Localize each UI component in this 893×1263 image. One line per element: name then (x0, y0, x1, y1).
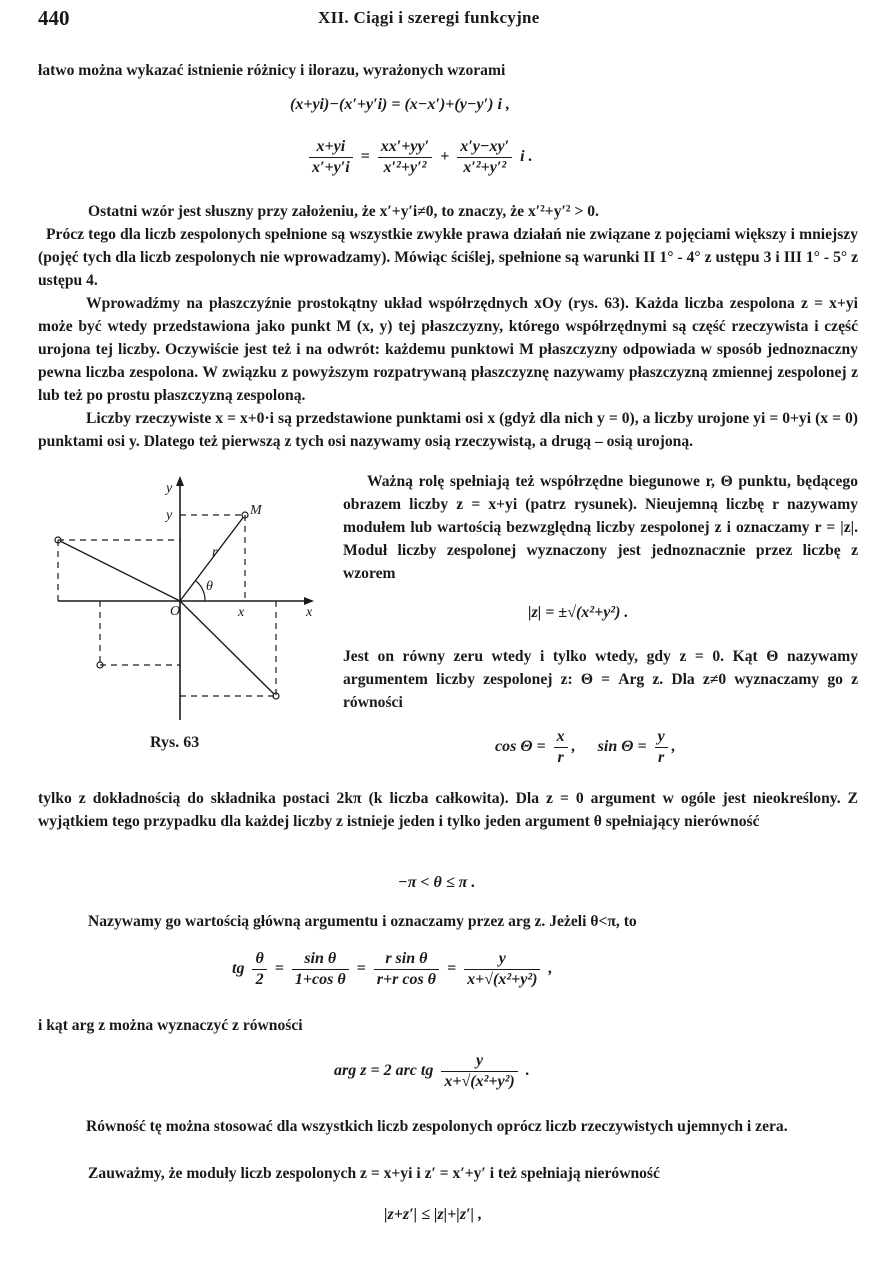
paragraph-9: i kąt arg z można wyznaczyć z równości (38, 1017, 303, 1034)
formula-triangle-inequality: |z+z′| ≤ |z|+|z′| , (384, 1206, 483, 1223)
y-axis-arrow (176, 476, 184, 486)
fraction: $\frac{x}{r}$ (554, 728, 568, 767)
formula-arg: arg z = 2 arc tg $\frac{y}{\text{x+√(x²+y²)}}$ . (334, 1052, 530, 1090)
paragraph-6: Jest on równy zeru wtedy i tylko wtedy, gdy z = 0. Kąt Θ nazywamy argumentem liczby zespolonej z: Θ = Arg z. Dla z≠0 wyznaczamy go z równości (343, 648, 858, 711)
origin-label: O (170, 604, 181, 619)
fraction: $\frac{\text{r sin θ}}{\text{r+r cos θ}}$ (374, 950, 439, 989)
paragraph-2: Prócz tego dla liczb zespolonych spełnione są wszystkie zwykłe prawa działań nie związane z pojęciami większy i mniejszy (pojęć tych dla liczb zespolonych nie wprowadzamy). Mówiąc ściślej, spełnione są warunki II 1° - 4° z ustępu 3 i III 1° - 5° z ustępu 4. (38, 226, 858, 289)
fraction: $\frac{x+yi}{x'+y'i}$ (309, 138, 353, 177)
formula-difference: (x+yi)−(x′+y′i) = (x−x′)+(y−y′) i , (290, 96, 510, 113)
x-axis-label: x (306, 605, 313, 620)
formula-tg: tg $\frac{\theta}{2}$ = $\frac{\text{sin θ}}{\text{1+cos θ}}$ = $\frac{\text{r sin θ}}{\text{r+r cos θ}}$ = $\frac{y}{\text{x+√(x²+y²)}}$ , (232, 950, 553, 988)
y-axis-label: y (166, 481, 173, 496)
radius-second-quadrant (58, 540, 180, 601)
paragraph-11: Zauważmy, że moduły liczb zespolonych z = x+yi i z′ = x′+y′ i też spełniają nierówność (88, 1165, 660, 1182)
x-axis-arrow (304, 597, 314, 605)
paragraph-10: Równość tę można stosować dla wszystkich liczb zespolonych oprócz liczb rzeczywistych ujemnych i zera. (86, 1118, 788, 1135)
fraction: $\frac{y}{\text{x+√(x²+y²)}}$ (464, 950, 540, 989)
paragraph-8: Nazywamy go wartością główną argumentu i oznaczamy przez arg z. Jeżeli θ<π, to (88, 913, 637, 930)
fraction: $\frac{y}{\text{x+√(x²+y²)}}$ (441, 1052, 517, 1091)
formula-inequality: −π < θ ≤ π . (398, 874, 476, 891)
formula-quotient: $\frac{x+yi}{x'+y'i}$ = $\frac{xx'+yy'}{\text{x′²+y′²}}$ + $\frac{x'y-xy'}{\text{x′²+y′²}}$ i . (305, 138, 533, 177)
angle-label: θ (206, 579, 213, 594)
paragraph-1: Ostatni wzór jest słuszny przy założeniu, że x′+y′i≠0, to znaczy, że x′²+y′² > 0. (88, 203, 599, 220)
fraction: $\frac{\theta}{2}$ (252, 950, 266, 989)
intro-line: łatwo można wykazać istnienie różnicy i ilorazu, wyrażonych wzorami (38, 62, 506, 79)
figure-63 (40, 470, 330, 730)
point-m-label: M (250, 503, 262, 518)
paragraph-3: Wprowadźmy na płaszczyźnie prostokątny układ współrzędnych xOy (rys. 63). Każda liczba zespolona z = x+yi może być wtedy przedstawiona jako punkt M (x, y) tej płaszczyzny, którego współrzędnymi są część rzeczywista i część urojona tej liczby. Oczywiście jest też i na odwrót: każdemu punktowi M płaszczyzny odpowiada w sposób jednoznaczny pewna liczba zespolona. W związku z powyższym rozpatrywaną płaszczyznę nazywamy płaszczyzną zmiennej zespolonej z lub też po prostu płaszczyzną zespoloną. (38, 295, 858, 404)
fraction: $\frac{xx'+yy'}{\text{x′²+y′²}}$ (378, 138, 432, 177)
paragraph-4: Liczby rzeczywiste x = x+0·i są przedstawione punktami osi x (gdyż dla nich y = 0), a liczby urojone yi = 0+yi (x = 0) punktami osi y. Dlatego też pierwszą z tych osi nazywamy osią rzeczywistą, a drugą – osią urojoną. (38, 410, 858, 450)
y-tick-label: y (166, 508, 173, 523)
angle-arc (196, 581, 205, 601)
fraction: $\frac{y}{r}$ (655, 728, 668, 767)
formula-cos-sin: cos Θ = $\frac{x}{r}$ , sin Θ = $\frac{y}{r}$ , (495, 728, 676, 766)
fraction: $\frac{\text{sin θ}}{\text{1+cos θ}}$ (292, 950, 349, 989)
chapter-title: XII. Ciągi i szeregi funkcyjne (318, 8, 540, 27)
fraction: $\frac{x'y-xy'}{\text{x′²+y′²}}$ (457, 138, 512, 177)
page-number: 440 (38, 6, 70, 30)
radius-fourth-quadrant (180, 601, 276, 696)
radius-label: r (212, 545, 218, 560)
formula-modulus: |z| = ±√(x²+y²) . (528, 604, 629, 621)
paragraph-5: Ważną rolę spełniają też współrzędne biegunowe r, Θ punktu, będącego obrazem liczby z = x+yi (patrz rysunek). Nieujemną liczbę r nazywamy modułem lub wartością bezwzględną liczby zespolonej z i oznaczamy r = |z|. Moduł liczby zespolonej wyznaczony jest jednoznacznie przez liczbę z wzorem (343, 473, 858, 582)
paragraph-7: tylko z dokładnością do składnika postaci 2kπ (k liczba całkowita). Dla z = 0 argument w ogóle jest nieokreślony. Z wyjątkiem tego przypadku dla każdej liczby z istnieje jeden i tylko jeden argument θ spełniający nierówność (38, 790, 858, 830)
figure-caption: Rys. 63 (150, 734, 200, 751)
x-tick-label: x (238, 605, 245, 620)
